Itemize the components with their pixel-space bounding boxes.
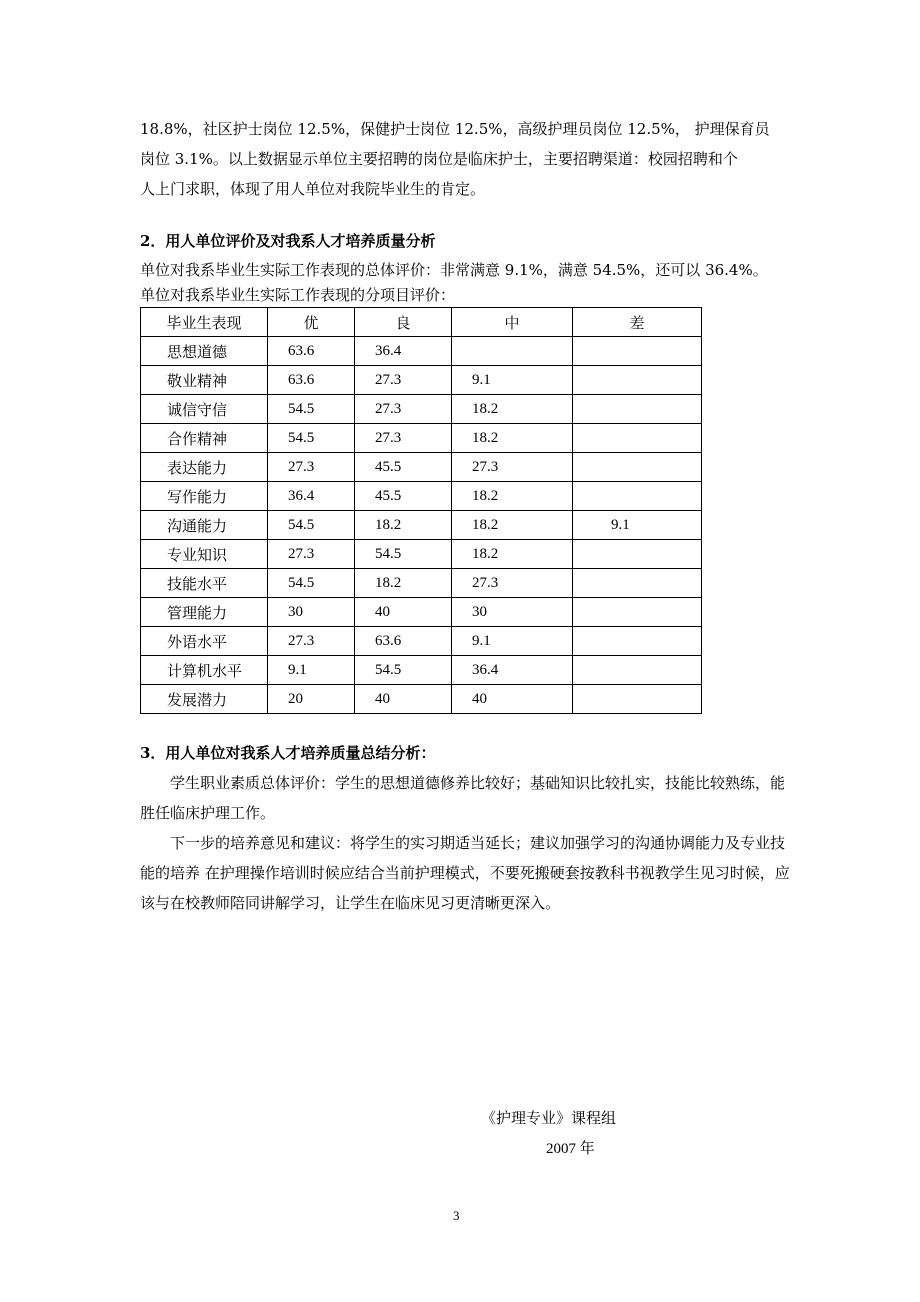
table-header-row bbox=[141, 308, 702, 337]
table-cell: 30 bbox=[452, 598, 573, 627]
table-cell: 40 bbox=[355, 685, 452, 714]
table-cell: 27.3 bbox=[452, 569, 573, 598]
table-cell bbox=[573, 424, 702, 453]
table-cell bbox=[573, 569, 702, 598]
quality-summary-paragraph: 学生职业素质总体评价：学生的思想道德修养比较好；基础知识比较扎实，技能比较熟练，能胜任临床护理工作。 bbox=[140, 774, 786, 822]
table-header-cell: 中 bbox=[452, 308, 573, 337]
table-cell bbox=[573, 482, 702, 511]
table-cell: 40 bbox=[452, 685, 573, 714]
table-row bbox=[141, 424, 702, 453]
table-row-label: 诚信守信 bbox=[141, 395, 268, 424]
intro-line-2: 岗位 3.1%。以上数据显示单位主要招聘的岗位是临床护士，主要招聘渠道：校园招聘和个 bbox=[140, 150, 738, 168]
intro-line-1: 18.8%，社区护士岗位 12.5%，保健护士岗位 12.5%，高级护理员岗位 12.5%， 护理保育员 bbox=[140, 120, 770, 138]
table-cell: 54.5 bbox=[355, 656, 452, 685]
section-3-heading: 3．用人单位对我系人才培养质量总结分析： bbox=[140, 744, 436, 762]
table-cell: 9.1 bbox=[452, 627, 573, 656]
table-cell: 18.2 bbox=[452, 511, 573, 540]
table-row-label: 沟通能力 bbox=[141, 511, 268, 540]
table-row-label: 表达能力 bbox=[141, 453, 268, 482]
table-cell: 54.5 bbox=[268, 395, 355, 424]
table-cell: 27.3 bbox=[355, 395, 452, 424]
table-cell: 18.2 bbox=[452, 540, 573, 569]
table-row-label: 计算机水平 bbox=[141, 656, 268, 685]
table-row-label: 写作能力 bbox=[141, 482, 268, 511]
table-cell: 36.4 bbox=[452, 656, 573, 685]
table-cell bbox=[573, 685, 702, 714]
table-cell: 54.5 bbox=[268, 569, 355, 598]
table-cell bbox=[452, 337, 573, 366]
table-cell: 9.1 bbox=[268, 656, 355, 685]
table-cell: 54.5 bbox=[268, 511, 355, 540]
overall-evaluation: 单位对我系毕业生实际工作表现的总体评价：非常满意 9.1%，满意 54.5%，还可以 36.4%。 bbox=[140, 261, 768, 279]
table-cell: 9.1 bbox=[452, 366, 573, 395]
table-cell bbox=[573, 453, 702, 482]
table-row-label: 敬业精神 bbox=[141, 366, 268, 395]
itemized-evaluation-intro: 单位对我系毕业生实际工作表现的分项目评价： bbox=[140, 286, 456, 304]
suggestions-paragraph: 下一步的培养意见和建议：将学生的实习期适当延长；建议加强学习的沟通协调能力及专业技能的培养 在护理操作培训时候应结合当前护理模式，不要死搬硬套按教科书视教学生见习时候，应该与在校教师陪同讲解学习，让学生在临床见习更清晰更深入。 bbox=[140, 834, 790, 912]
table-cell: 27.3 bbox=[268, 453, 355, 482]
table-cell: 27.3 bbox=[355, 366, 452, 395]
table-row-label: 发展潜力 bbox=[141, 685, 268, 714]
table-row bbox=[141, 511, 702, 540]
table-row bbox=[141, 569, 702, 598]
table-cell bbox=[573, 366, 702, 395]
table-cell: 45.5 bbox=[355, 453, 452, 482]
table-cell bbox=[573, 337, 702, 366]
table-row bbox=[141, 366, 702, 395]
table-cell: 30 bbox=[268, 598, 355, 627]
section-2-heading: 2．用人单位评价及对我系人才培养质量分析 bbox=[140, 232, 436, 250]
table-cell: 54.5 bbox=[268, 424, 355, 453]
table-cell: 27.3 bbox=[355, 424, 452, 453]
table-header-cell: 优 bbox=[268, 308, 355, 337]
signature-year: 2007 年 bbox=[546, 1141, 595, 1157]
table-cell: 27.3 bbox=[452, 453, 573, 482]
table-cell: 40 bbox=[355, 598, 452, 627]
table-row bbox=[141, 337, 702, 366]
table-row-label: 管理能力 bbox=[141, 598, 268, 627]
table-cell: 36.4 bbox=[268, 482, 355, 511]
table-cell bbox=[573, 627, 702, 656]
table-header-cell: 毕业生表现 bbox=[141, 308, 268, 337]
table-cell bbox=[573, 395, 702, 424]
table-cell: 27.3 bbox=[268, 627, 355, 656]
table-cell: 63.6 bbox=[268, 366, 355, 395]
table-cell: 63.6 bbox=[268, 337, 355, 366]
table-row bbox=[141, 482, 702, 511]
table-cell: 36.4 bbox=[355, 337, 452, 366]
table-cell: 9.1 bbox=[573, 511, 702, 540]
table-row bbox=[141, 395, 702, 424]
table-cell: 18.2 bbox=[452, 482, 573, 511]
table-row bbox=[141, 453, 702, 482]
table-cell: 18.2 bbox=[355, 569, 452, 598]
table-row-label: 合作精神 bbox=[141, 424, 268, 453]
table-row bbox=[141, 685, 702, 714]
table-cell bbox=[573, 540, 702, 569]
table-row-label: 技能水平 bbox=[141, 569, 268, 598]
table-cell: 27.3 bbox=[268, 540, 355, 569]
table-header-cell: 良 bbox=[355, 308, 452, 337]
table-cell bbox=[573, 598, 702, 627]
table-cell: 18.2 bbox=[452, 424, 573, 453]
table-cell: 18.2 bbox=[355, 511, 452, 540]
table-row-label: 专业知识 bbox=[141, 540, 268, 569]
table-cell: 45.5 bbox=[355, 482, 452, 511]
evaluation-table bbox=[140, 307, 702, 714]
table-row bbox=[141, 598, 702, 627]
signature-group: 《护理专业》课程组 bbox=[481, 1109, 617, 1127]
table-cell: 54.5 bbox=[355, 540, 452, 569]
intro-line-3: 人上门求职，体现了用人单位对我院毕业生的肯定。 bbox=[140, 180, 486, 198]
table-header-cell: 差 bbox=[573, 308, 702, 337]
table-row bbox=[141, 627, 702, 656]
table-cell: 20 bbox=[268, 685, 355, 714]
table-cell: 63.6 bbox=[355, 627, 452, 656]
page-number: 3 bbox=[453, 1208, 460, 1223]
table-row-label: 思想道德 bbox=[141, 337, 268, 366]
table-cell: 18.2 bbox=[452, 395, 573, 424]
table-cell bbox=[573, 656, 702, 685]
table-row-label: 外语水平 bbox=[141, 627, 268, 656]
table-row bbox=[141, 656, 702, 685]
table-row bbox=[141, 540, 702, 569]
